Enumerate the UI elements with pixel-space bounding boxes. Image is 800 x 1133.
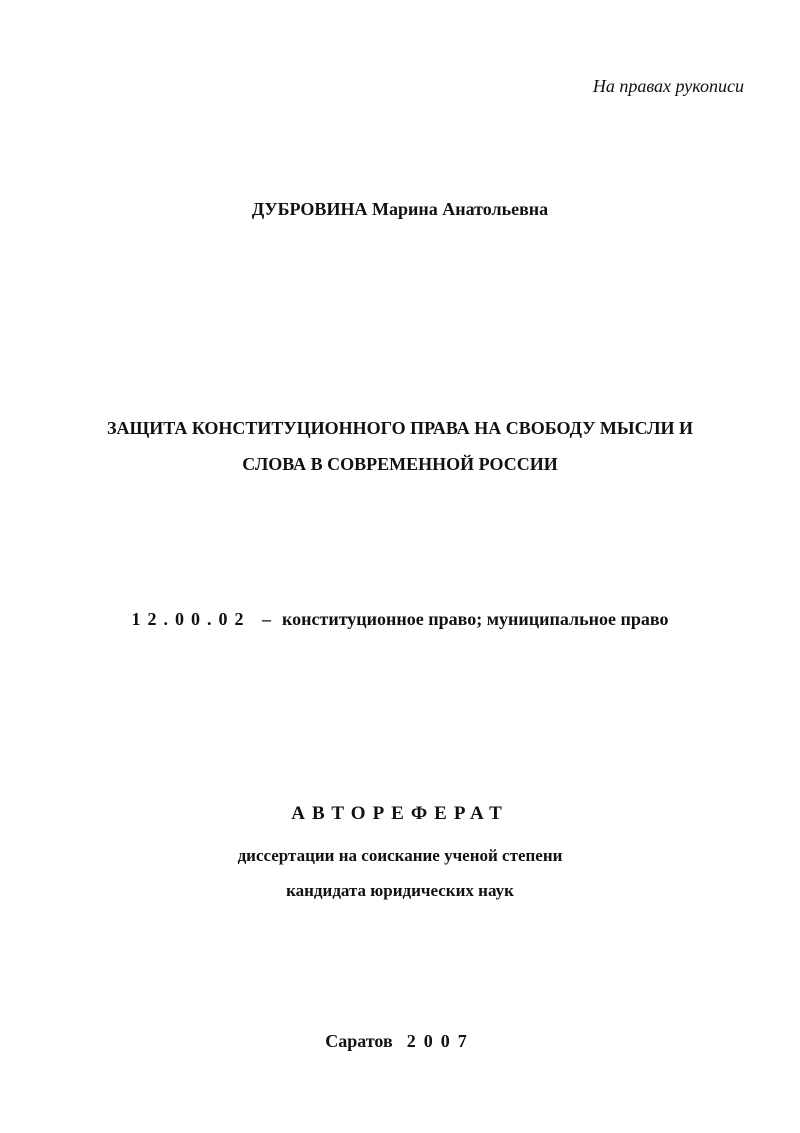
city: Саратов [325, 1031, 393, 1051]
year: 2007 [406, 1031, 475, 1051]
author-given-names: Марина Анатольевна [371, 199, 549, 219]
degree-statement [0, 838, 800, 908]
title-line-2: СЛОВА В СОВРЕМЕННОЙ РОССИИ [242, 454, 558, 474]
degree-line-2: кандидата юридических наук [286, 881, 514, 900]
specialty-code: 12.00.02 – [131, 609, 278, 629]
manuscript-note: На правах рукописи [592, 76, 744, 96]
specialty [0, 609, 800, 630]
specialty-name: конституционное право; муниципальное право [282, 609, 669, 629]
author-name [0, 199, 800, 220]
dissertation-title [60, 410, 740, 482]
document-type: АВТОРЕФЕРАТ [291, 803, 509, 824]
place-and-year [0, 1031, 800, 1052]
title-line-1: ЗАЩИТА КОНСТИТУЦИОННОГО ПРАВА НА СВОБОДУ МЫСЛИ И [106, 418, 694, 438]
author-surname: ДУБРОВИНА [251, 199, 368, 219]
degree-line-1: диссертации на соискание ученой степени [237, 846, 563, 865]
